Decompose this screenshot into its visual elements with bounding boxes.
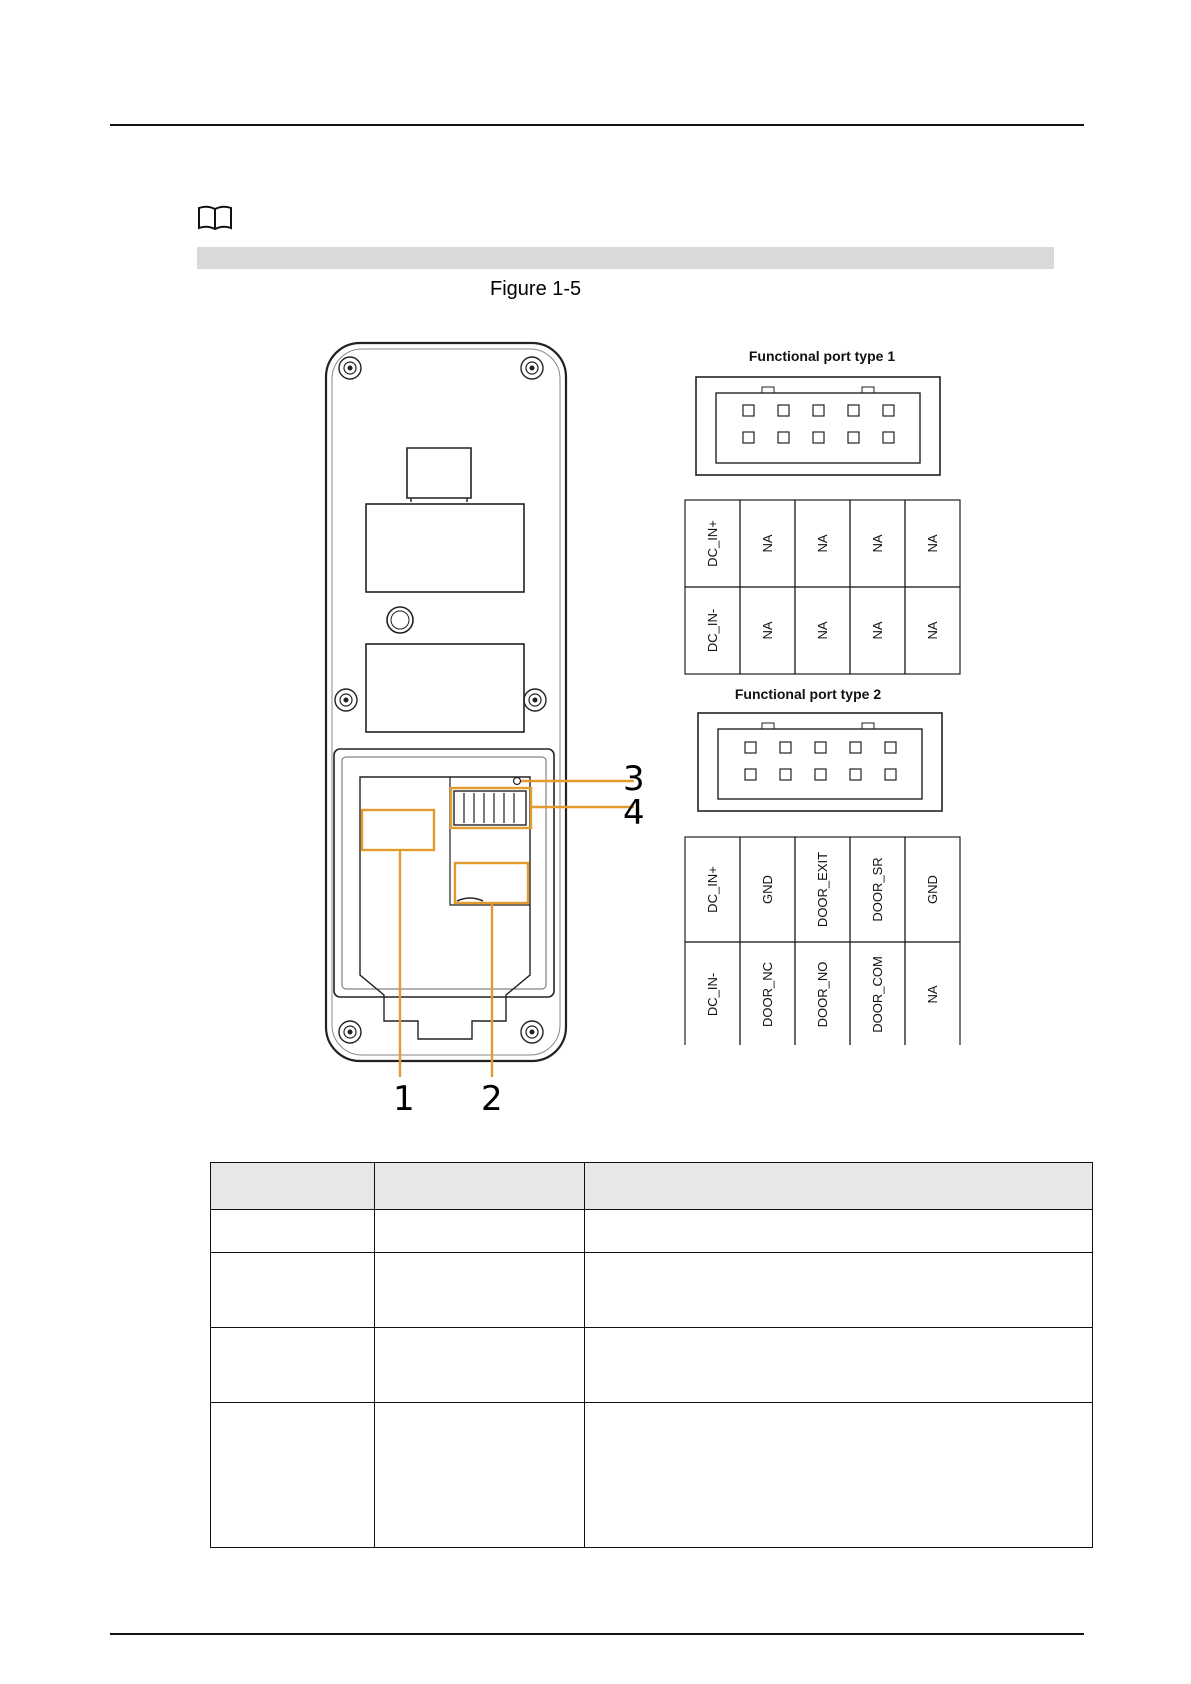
screw-icon [521,357,543,379]
pin-label: NA [925,621,940,640]
device-rear-diagram [320,335,580,1077]
port-type2-connector [698,713,942,811]
footer-rule [110,1633,1084,1635]
pin-label: NA [925,534,940,553]
table-header-row [211,1163,1093,1210]
pin-label: NA [925,985,940,1004]
table-row [211,1253,1093,1328]
note-book-icon [197,204,233,232]
callout-label-3: 3 [623,759,645,799]
pin-label: NA [815,534,830,553]
figure-caption: Figure 1-5 [490,278,582,300]
pin-label: DOOR_COM [870,956,885,1033]
screw-icon [524,689,546,711]
table-header-cell [375,1163,585,1210]
table-header-cell [585,1163,1093,1210]
pin-label: GND [760,875,775,904]
port-diagrams [680,345,980,1045]
port-type2-title: Functional port type 2 [734,686,882,702]
table-header-cell [211,1163,375,1210]
pin-label: GND [925,875,940,904]
mount-tab [407,448,471,498]
pin-label: NA [760,534,775,553]
callout-box-4 [451,788,531,828]
callout-box-2 [455,863,528,903]
note-band [197,247,1054,269]
pin-label: DOOR_NC [760,961,775,1028]
callout-label-2: 2 [481,1079,503,1119]
port-type1-pin-table [685,500,960,674]
screw-icon [521,1021,543,1043]
header-rule [110,124,1084,126]
pin-label: NA [760,621,775,640]
pin-label: DOOR_EXIT [815,851,830,928]
pin-label: DOOR_NO [815,961,830,1028]
port-type1-title: Functional port type 1 [748,348,896,364]
callout-label-1: 1 [393,1079,415,1119]
port-description-table [210,1162,1093,1548]
pin-label: DC_IN- [705,972,720,1017]
rear-cover [334,749,554,997]
callout-box-1 [362,810,434,850]
lower-label-area [366,644,524,732]
screw-icon [339,1021,361,1043]
pin-label: DC_IN- [705,608,720,653]
pin-label: NA [870,534,885,553]
table-row [211,1403,1093,1548]
pin-label: DOOR_SR [870,857,885,922]
pin-label: DC_IN+ [705,520,720,567]
port-type2-pin-table [685,837,960,1045]
reset-hole-icon [514,778,521,785]
callout-label-4: 4 [623,793,645,833]
screw-icon [335,689,357,711]
upper-label-area [366,504,524,592]
port-type1-connector [696,377,940,475]
screw-icon [339,357,361,379]
pin-label: NA [870,621,885,640]
pin-label: NA [815,621,830,640]
table-row [211,1210,1093,1253]
table-row [211,1328,1093,1403]
pin-label: DC_IN+ [705,866,720,913]
terminal-block [454,791,526,825]
